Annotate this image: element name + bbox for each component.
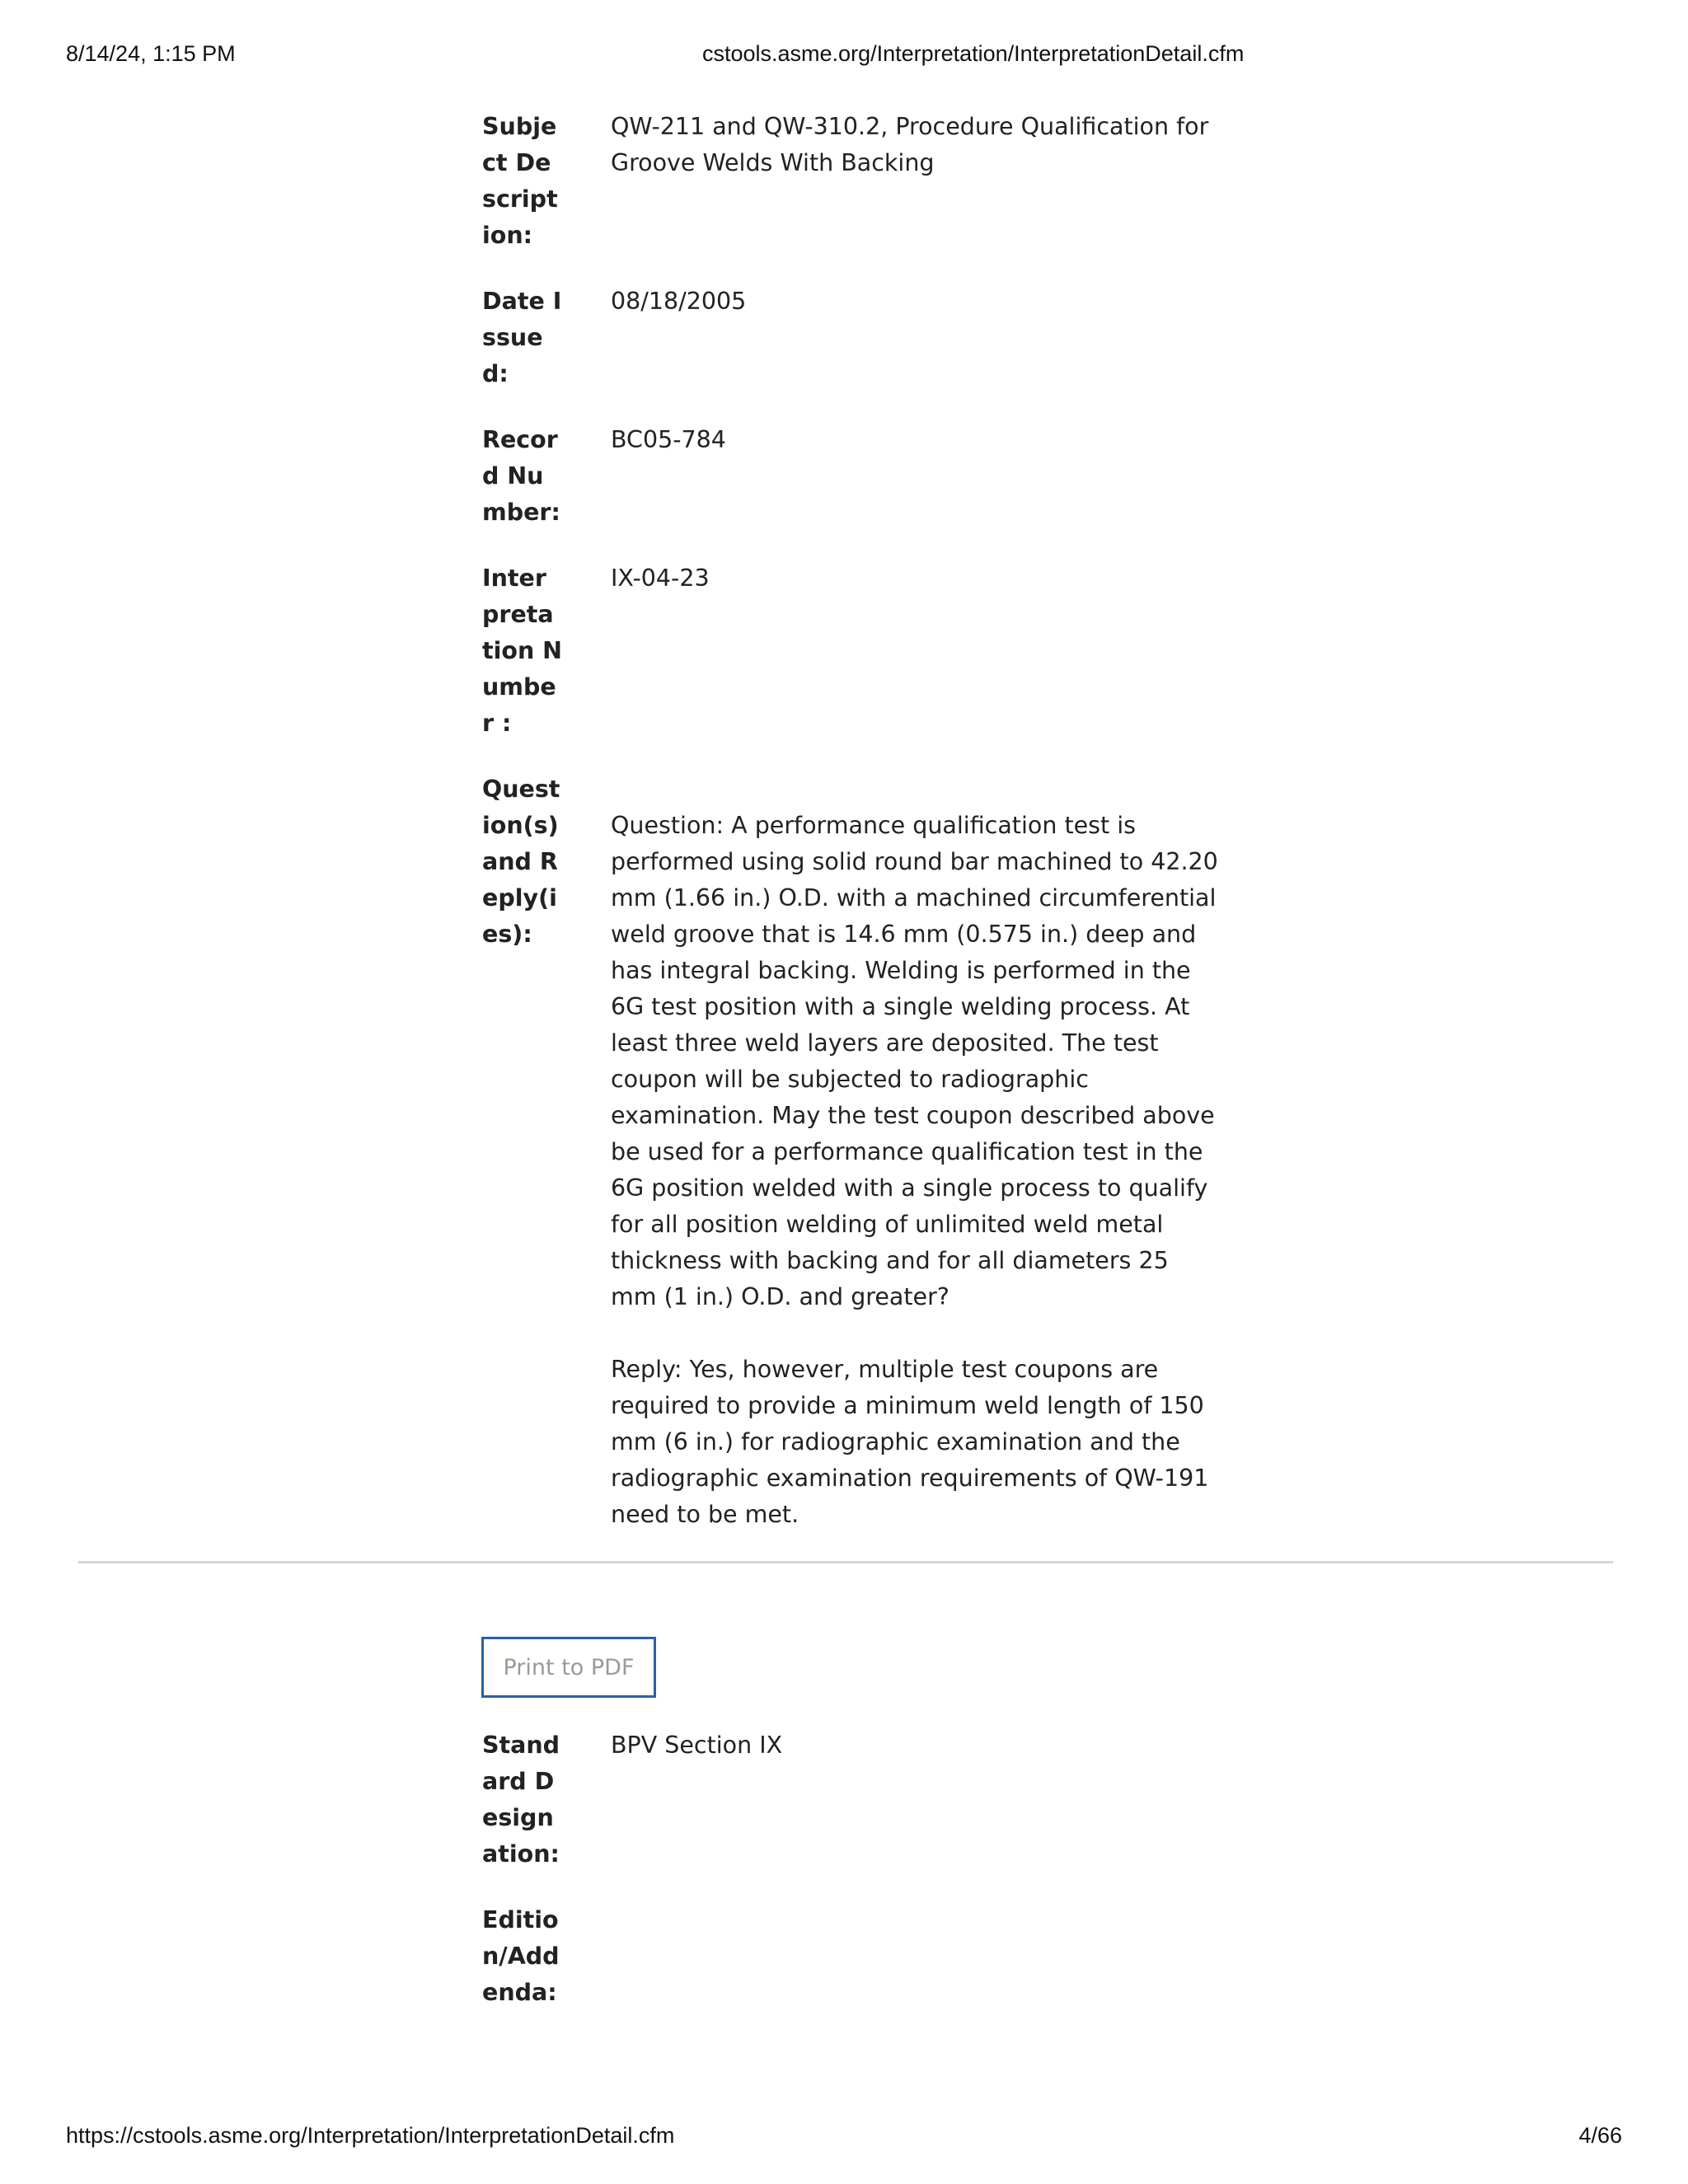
record-number-row [482, 422, 1216, 531]
print-to-pdf-button[interactable]: Print to PDF [481, 1637, 656, 1698]
edition-addenda-row [482, 1902, 1216, 2011]
date-value: 08/18/2005 [611, 288, 747, 315]
date-row [482, 284, 1216, 392]
interpretation-number-value: IX-04-23 [611, 565, 710, 592]
print-datetime: 8/14/24, 1:15 PM [66, 41, 236, 66]
standard-designation-value: BPV Section IX [611, 1732, 783, 1759]
subject-row [482, 109, 1216, 254]
subject-label: Subject Description: [482, 113, 558, 249]
interpretation-number-row [482, 560, 1216, 742]
subject-value: QW-211 and QW-310.2, Procedure Qualification for Groove Welds With Backing [611, 113, 1209, 176]
standard-designation-label: Standard Designation: [482, 1732, 560, 1868]
question-reply-value [611, 771, 1221, 1533]
question-reply-row [482, 771, 1216, 1533]
standard-designation-row [482, 1727, 1216, 1872]
standard-record [482, 1727, 1216, 2041]
print-footer [66, 2123, 1622, 2156]
edition-addenda-label: Edition/Addenda: [482, 1906, 560, 2006]
print-footer-url: https://cstools.asme.org/Interpretation/InterpretationDetail.cfm [66, 2123, 675, 2148]
print-header [66, 41, 1622, 74]
question-reply-label: Question(s) and Reply(ies): [482, 776, 560, 948]
print-header-url: cstools.asme.org/Interpretation/InterpretationDetail.cfm [702, 41, 1245, 66]
record-number-value: BC05-784 [611, 426, 726, 453]
reply-text: Reply: Yes, however, multiple test coupons are required to provide a minimum weld length of 150 mm (6 in.) for radiographic examination and the radiographic examination requirements of QW-191 need to be met. [611, 1356, 1209, 1528]
interpretation-number-label: Interpretation Number : [482, 565, 563, 737]
edition-addenda-value [611, 1902, 1221, 2011]
record-number-label: Record Number: [482, 426, 560, 526]
date-label: Date Issued: [482, 288, 562, 387]
question-text: Question: A performance qualification test is performed using solid round bar machined to 42.20 mm (1.66 in.) O.D. with a machined circumferential weld groove that is 14.6 mm (0.575 in.) deep and has integral backing. Welding is performed in the 6G test position with a single welding process. At least three weld layers are deposited. The test coupon will be subjected to radiographic examination. May the test coupon described above be used for a performance qualification test in the 6G position welded with a single process to qualify for all position welding of unlimited weld metal thickness with backing and for all diameters 25 mm (1 in.) O.D. and greater? [611, 812, 1218, 1310]
paragraph-spacer [611, 1315, 1221, 1352]
interpretation-record [482, 109, 1216, 1563]
page-number: 4/66 [1578, 2123, 1622, 2148]
section-divider [78, 1561, 1613, 1563]
